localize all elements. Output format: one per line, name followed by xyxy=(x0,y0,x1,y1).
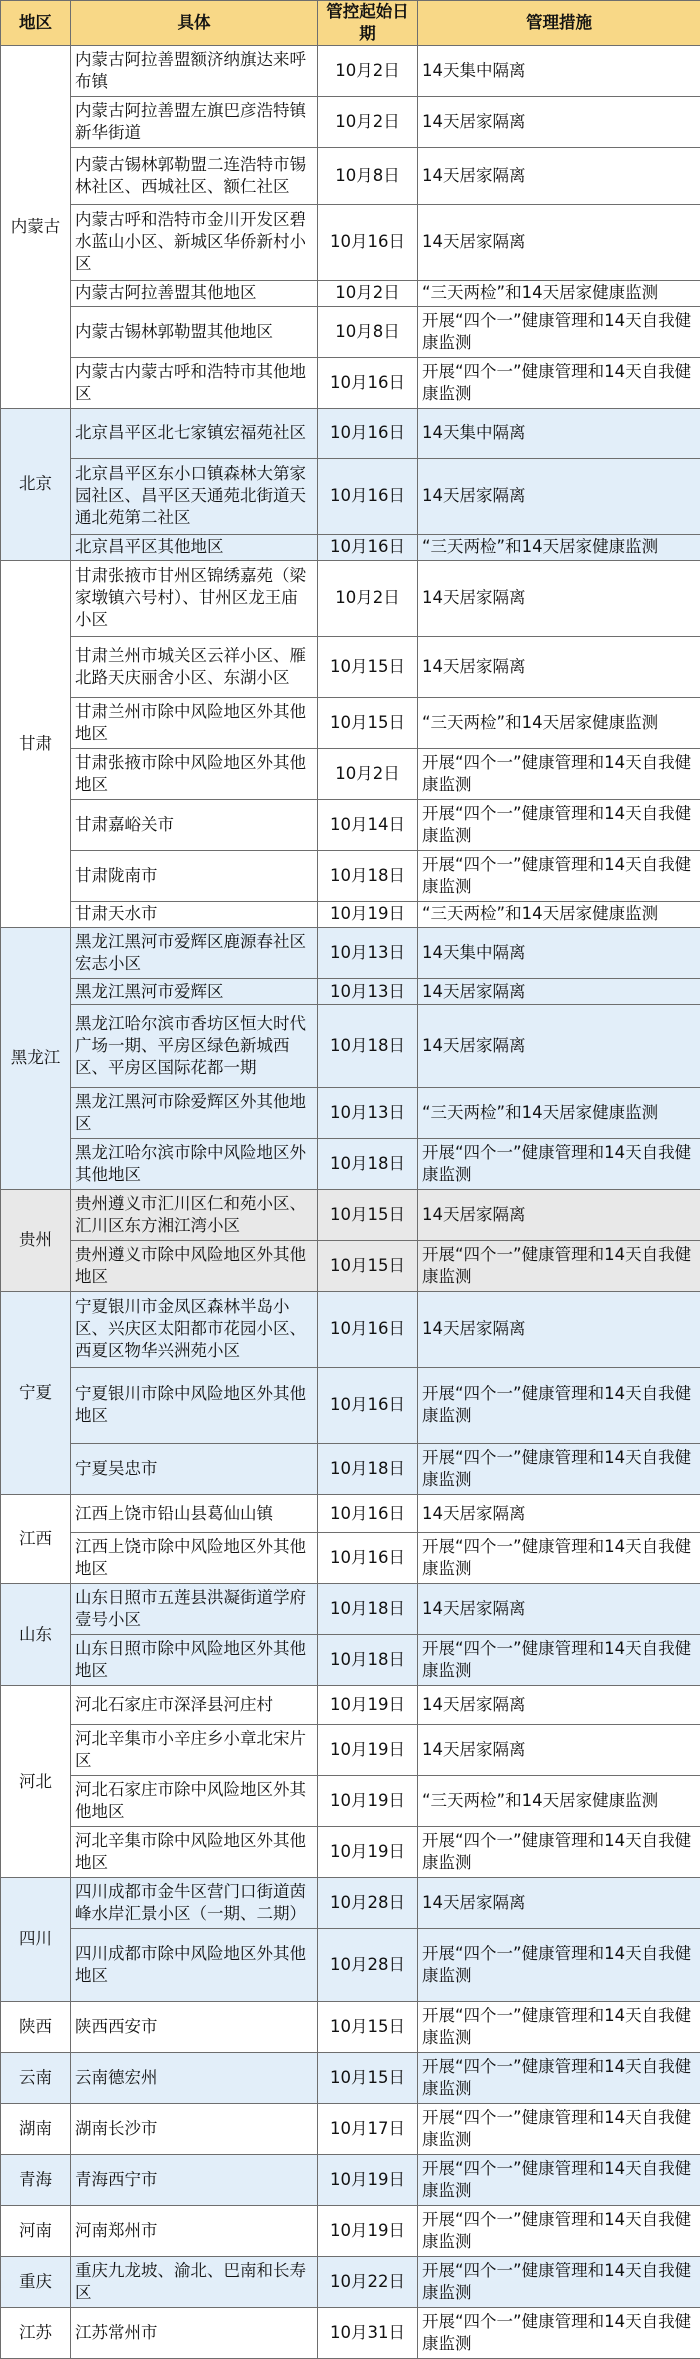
start-date-cell: 10月18日 xyxy=(318,1584,418,1635)
detail-cell: 河南郑州市 xyxy=(71,2205,318,2256)
measure-cell: 开展“四个一”健康管理和14天自我健康监测 xyxy=(418,850,700,901)
detail-cell: 河北辛集市除中风险地区外其他地区 xyxy=(71,1826,318,1877)
table-row xyxy=(1,2307,700,2358)
measure-cell: “三天两检”和14天居家健康监测 xyxy=(418,697,700,748)
detail-cell: 河北石家庄市除中风险地区外其他地区 xyxy=(71,1775,318,1826)
measure-cell: “三天两检”和14天居家健康监测 xyxy=(418,901,700,927)
detail-cell: 云南德宏州 xyxy=(71,2052,318,2103)
table-row xyxy=(1,1775,700,1826)
start-date-cell: 10月19日 xyxy=(318,1775,418,1826)
measure-cell: 开展“四个一”健康管理和14天自我健康监测 xyxy=(418,799,700,850)
table-row xyxy=(1,46,700,97)
table-row xyxy=(1,458,700,534)
measure-cell: 14天集中隔离 xyxy=(418,46,700,97)
start-date-cell: 10月16日 xyxy=(318,204,418,280)
measure-cell: 开展“四个一”健康管理和14天自我健康监测 xyxy=(418,2103,700,2154)
table-row xyxy=(1,280,700,306)
start-date-cell: 10月13日 xyxy=(318,927,418,978)
table-row xyxy=(1,560,700,636)
table-row xyxy=(1,1686,700,1725)
table-row xyxy=(1,697,700,748)
start-date-cell: 10月16日 xyxy=(318,1494,418,1533)
header-measure: 管理措施 xyxy=(418,1,700,46)
region-cell: 河北 xyxy=(1,1686,71,1878)
detail-cell: 黑龙江黑河市爱辉区 xyxy=(71,978,318,1004)
start-date-cell: 10月18日 xyxy=(318,850,418,901)
start-date-cell: 10月2日 xyxy=(318,748,418,799)
detail-cell: 黑龙江哈尔滨市除中风险地区外其他地区 xyxy=(71,1138,318,1189)
measure-cell: 开展“四个一”健康管理和14天自我健康监测 xyxy=(418,2052,700,2103)
region-cell: 河南 xyxy=(1,2205,71,2256)
start-date-cell: 10月19日 xyxy=(318,1724,418,1775)
table-row xyxy=(1,748,700,799)
measure-cell: 14天居家隔离 xyxy=(418,978,700,1004)
table-row xyxy=(1,901,700,927)
start-date-cell: 10月17日 xyxy=(318,2103,418,2154)
detail-cell: 江西上饶市铅山县葛仙山镇 xyxy=(71,1494,318,1533)
detail-cell: 重庆九龙坡、渝北、巴南和长寿区 xyxy=(71,2256,318,2307)
measure-cell: 14天居家隔离 xyxy=(418,1877,700,1928)
detail-cell: 内蒙古阿拉善盟其他地区 xyxy=(71,280,318,306)
table-row xyxy=(1,799,700,850)
region-cell: 宁夏 xyxy=(1,1291,71,1494)
start-date-cell: 10月13日 xyxy=(318,978,418,1004)
detail-cell: 河北辛集市小辛庄乡小章北宋片区 xyxy=(71,1724,318,1775)
start-date-cell: 10月14日 xyxy=(318,799,418,850)
table-row xyxy=(1,1087,700,1138)
table-row xyxy=(1,1291,700,1367)
table-row xyxy=(1,204,700,280)
start-date-cell: 10月15日 xyxy=(318,1189,418,1240)
start-date-cell: 10月18日 xyxy=(318,1138,418,1189)
table-row xyxy=(1,148,700,205)
measure-cell: 14天居家隔离 xyxy=(418,1584,700,1635)
region-cell: 重庆 xyxy=(1,2256,71,2307)
start-date-cell: 10月22日 xyxy=(318,2256,418,2307)
start-date-cell: 10月2日 xyxy=(318,97,418,148)
start-date-cell: 10月16日 xyxy=(318,458,418,534)
start-date-cell: 10月15日 xyxy=(318,1240,418,1291)
table-row xyxy=(1,2052,700,2103)
start-date-cell: 10月8日 xyxy=(318,148,418,205)
detail-cell: 江西上饶市除中风险地区外其他地区 xyxy=(71,1533,318,1584)
start-date-cell: 10月2日 xyxy=(318,280,418,306)
table-row xyxy=(1,408,700,458)
detail-cell: 青海西宁市 xyxy=(71,2154,318,2205)
table-row xyxy=(1,636,700,697)
measure-cell: 开展“四个一”健康管理和14天自我健康监测 xyxy=(418,2001,700,2052)
start-date-cell: 10月16日 xyxy=(318,1367,418,1443)
table-row xyxy=(1,2205,700,2256)
table-row xyxy=(1,1005,700,1088)
table-row xyxy=(1,1826,700,1877)
measure-cell: 开展“四个一”健康管理和14天自我健康监测 xyxy=(418,1138,700,1189)
start-date-cell: 10月2日 xyxy=(318,560,418,636)
detail-cell: 江苏常州市 xyxy=(71,2307,318,2358)
detail-cell: 湖南长沙市 xyxy=(71,2103,318,2154)
detail-cell: 北京昌平区北七家镇宏福苑社区 xyxy=(71,408,318,458)
measure-cell: 14天居家隔离 xyxy=(418,1291,700,1367)
table-row xyxy=(1,927,700,978)
measure-cell: 开展“四个一”健康管理和14天自我健康监测 xyxy=(418,1367,700,1443)
start-date-cell: 10月2日 xyxy=(318,46,418,97)
measure-cell: 开展“四个一”健康管理和14天自我健康监测 xyxy=(418,2256,700,2307)
detail-cell: 内蒙古呼和浩特市金川开发区碧水蓝山小区、新城区华侨新村小区 xyxy=(71,204,318,280)
table-row xyxy=(1,1635,700,1686)
detail-cell: 内蒙古锡林郭勒盟二连浩特市锡林社区、西城社区、额仁社区 xyxy=(71,148,318,205)
start-date-cell: 10月31日 xyxy=(318,2307,418,2358)
detail-cell: 甘肃兰州市城关区云祥小区、雁北路天庆丽舍小区、东湖小区 xyxy=(71,636,318,697)
measure-cell: 14天居家隔离 xyxy=(418,560,700,636)
measure-cell: 14天居家隔离 xyxy=(418,1494,700,1533)
region-cell: 山东 xyxy=(1,1584,71,1686)
table-row xyxy=(1,1724,700,1775)
region-cell: 陕西 xyxy=(1,2001,71,2052)
header-detail: 具体 xyxy=(71,1,318,46)
measure-cell: 开展“四个一”健康管理和14天自我健康监测 xyxy=(418,1533,700,1584)
measure-cell: 开展“四个一”健康管理和14天自我健康监测 xyxy=(418,2205,700,2256)
region-cell: 湖南 xyxy=(1,2103,71,2154)
table-row xyxy=(1,1240,700,1291)
start-date-cell: 10月16日 xyxy=(318,408,418,458)
measure-cell: 14天居家隔离 xyxy=(418,1189,700,1240)
header-region: 地区 xyxy=(1,1,71,46)
measure-cell: 14天集中隔离 xyxy=(418,408,700,458)
detail-cell: 黑龙江哈尔滨市香坊区恒大时代广场一期、平房区绿色新城西区、平房区国际花都一期 xyxy=(71,1005,318,1088)
start-date-cell: 10月18日 xyxy=(318,1635,418,1686)
table-row xyxy=(1,534,700,560)
table-row xyxy=(1,2001,700,2052)
start-date-cell: 10月28日 xyxy=(318,1928,418,2001)
table-row xyxy=(1,1138,700,1189)
detail-cell: 内蒙古阿拉善盟额济纳旗达来呼布镇 xyxy=(71,46,318,97)
detail-cell: 甘肃天水市 xyxy=(71,901,318,927)
measure-cell: 14天居家隔离 xyxy=(418,636,700,697)
detail-cell: 甘肃陇南市 xyxy=(71,850,318,901)
table-row xyxy=(1,2154,700,2205)
start-date-cell: 10月18日 xyxy=(318,1443,418,1494)
measure-cell: 14天居家隔离 xyxy=(418,97,700,148)
measure-cell: “三天两检”和14天居家健康监测 xyxy=(418,534,700,560)
measure-cell: “三天两检”和14天居家健康监测 xyxy=(418,1775,700,1826)
detail-cell: 山东日照市除中风险地区外其他地区 xyxy=(71,1635,318,1686)
detail-cell: 甘肃张掖市除中风险地区外其他地区 xyxy=(71,748,318,799)
region-cell: 内蒙古 xyxy=(1,46,71,409)
detail-cell: 甘肃张掖市甘州区锦绣嘉苑（梁家墩镇六号村）、甘州区龙王庙小区 xyxy=(71,560,318,636)
detail-cell: 北京昌平区其他地区 xyxy=(71,534,318,560)
detail-cell: 陕西西安市 xyxy=(71,2001,318,2052)
start-date-cell: 10月18日 xyxy=(318,1005,418,1088)
detail-cell: 甘肃嘉峪关市 xyxy=(71,799,318,850)
region-cell: 贵州 xyxy=(1,1189,71,1291)
region-cell: 云南 xyxy=(1,2052,71,2103)
measure-cell: 14天居家隔离 xyxy=(418,1686,700,1725)
detail-cell: 黑龙江黑河市除爱辉区外其他地区 xyxy=(71,1087,318,1138)
table-row xyxy=(1,1189,700,1240)
table-row xyxy=(1,2103,700,2154)
start-date-cell: 10月15日 xyxy=(318,697,418,748)
table-row xyxy=(1,2256,700,2307)
start-date-cell: 10月16日 xyxy=(318,1291,418,1367)
table-row xyxy=(1,1533,700,1584)
measure-cell: 开展“四个一”健康管理和14天自我健康监测 xyxy=(418,2154,700,2205)
detail-cell: 北京昌平区东小口镇森林大第家园社区、昌平区天通苑北街道天通北苑第二社区 xyxy=(71,458,318,534)
detail-cell: 四川成都市金牛区营门口街道茵峰水岸汇景小区（一期、二期） xyxy=(71,1877,318,1928)
table-row xyxy=(1,97,700,148)
detail-cell: 内蒙古锡林郭勒盟其他地区 xyxy=(71,306,318,357)
measure-cell: 开展“四个一”健康管理和14天自我健康监测 xyxy=(418,748,700,799)
start-date-cell: 10月19日 xyxy=(318,1686,418,1725)
start-date-cell: 10月15日 xyxy=(318,2001,418,2052)
detail-cell: 黑龙江黑河市爱辉区鹿源春社区宏志小区 xyxy=(71,927,318,978)
measure-cell: 14天集中隔离 xyxy=(418,927,700,978)
measure-cell: 14天居家隔离 xyxy=(418,204,700,280)
detail-cell: 内蒙古阿拉善盟左旗巴彦浩特镇新华街道 xyxy=(71,97,318,148)
measure-cell: 开展“四个一”健康管理和14天自我健康监测 xyxy=(418,306,700,357)
detail-cell: 宁夏银川市金凤区森林半岛小区、兴庆区太阳都市花园小区、西夏区物华兴洲苑小区 xyxy=(71,1291,318,1367)
table-row xyxy=(1,1494,700,1533)
table-row xyxy=(1,1928,700,2001)
header-start-date: 管控起始日期 xyxy=(318,1,418,46)
region-cell: 甘肃 xyxy=(1,560,71,927)
detail-cell: 宁夏吴忠市 xyxy=(71,1443,318,1494)
start-date-cell: 10月19日 xyxy=(318,1826,418,1877)
table-row xyxy=(1,1877,700,1928)
start-date-cell: 10月16日 xyxy=(318,534,418,560)
measure-cell: 开展“四个一”健康管理和14天自我健康监测 xyxy=(418,357,700,408)
start-date-cell: 10月16日 xyxy=(318,357,418,408)
table-row xyxy=(1,306,700,357)
start-date-cell: 10月15日 xyxy=(318,2052,418,2103)
table-row xyxy=(1,1584,700,1635)
region-cell: 黑龙江 xyxy=(1,927,71,1189)
start-date-cell: 10月19日 xyxy=(318,901,418,927)
start-date-cell: 10月15日 xyxy=(318,636,418,697)
measure-cell: 14天居家隔离 xyxy=(418,148,700,205)
measure-cell: 开展“四个一”健康管理和14天自我健康监测 xyxy=(418,1635,700,1686)
region-cell: 江西 xyxy=(1,1494,71,1584)
measure-cell: 14天居家隔离 xyxy=(418,1005,700,1088)
detail-cell: 贵州遵义市汇川区仁和苑小区、汇川区东方湘江湾小区 xyxy=(71,1189,318,1240)
detail-cell: 宁夏银川市除中风险地区外其他地区 xyxy=(71,1367,318,1443)
measure-cell: 开展“四个一”健康管理和14天自我健康监测 xyxy=(418,1826,700,1877)
measure-cell: “三天两检”和14天居家健康监测 xyxy=(418,1087,700,1138)
detail-cell: 河北石家庄市深泽县河庄村 xyxy=(71,1686,318,1725)
measure-cell: 14天居家隔离 xyxy=(418,1724,700,1775)
table-row xyxy=(1,1443,700,1494)
start-date-cell: 10月28日 xyxy=(318,1877,418,1928)
table-row xyxy=(1,978,700,1004)
detail-cell: 甘肃兰州市除中风险地区外其他地区 xyxy=(71,697,318,748)
header-row xyxy=(1,1,700,46)
detail-cell: 四川成都市除中风险地区外其他地区 xyxy=(71,1928,318,2001)
region-cell: 青海 xyxy=(1,2154,71,2205)
measure-cell: 开展“四个一”健康管理和14天自我健康监测 xyxy=(418,1240,700,1291)
detail-cell: 山东日照市五莲县洪凝街道学府壹号小区 xyxy=(71,1584,318,1635)
detail-cell: 内蒙古内蒙古呼和浩特市其他地区 xyxy=(71,357,318,408)
table-row xyxy=(1,1367,700,1443)
table-row xyxy=(1,357,700,408)
measure-cell: 开展“四个一”健康管理和14天自我健康监测 xyxy=(418,1928,700,2001)
start-date-cell: 10月16日 xyxy=(318,1533,418,1584)
measure-cell: 开展“四个一”健康管理和14天自我健康监测 xyxy=(418,2307,700,2358)
measure-cell: 14天居家隔离 xyxy=(418,458,700,534)
measure-cell: “三天两检”和14天居家健康监测 xyxy=(418,280,700,306)
region-cell: 北京 xyxy=(1,408,71,560)
region-cell: 四川 xyxy=(1,1877,71,2001)
start-date-cell: 10月19日 xyxy=(318,2154,418,2205)
start-date-cell: 10月8日 xyxy=(318,306,418,357)
table-row xyxy=(1,850,700,901)
detail-cell: 贵州遵义市除中风险地区外其他地区 xyxy=(71,1240,318,1291)
table-body xyxy=(1,46,700,2359)
measure-cell: 开展“四个一”健康管理和14天自我健康监测 xyxy=(418,1443,700,1494)
start-date-cell: 10月13日 xyxy=(318,1087,418,1138)
region-cell: 江苏 xyxy=(1,2307,71,2358)
start-date-cell: 10月19日 xyxy=(318,2205,418,2256)
